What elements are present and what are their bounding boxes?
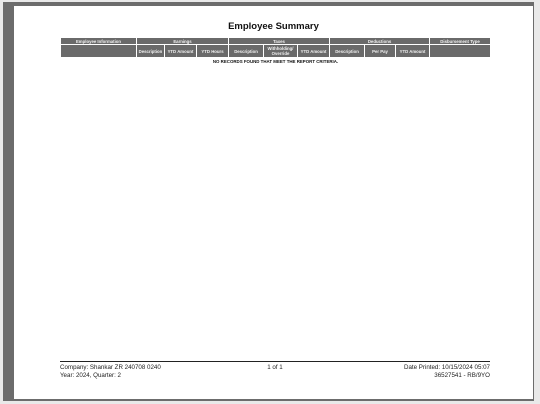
subheader-deductions-per-pay: Per Pay xyxy=(365,45,396,58)
empty-result-row xyxy=(61,58,491,66)
footer-company: Company: Shankar ZR 240708 0240 xyxy=(60,364,161,371)
document-viewer-frame xyxy=(3,2,534,401)
subheader-taxes-description: Description xyxy=(229,45,264,58)
group-header-row xyxy=(61,38,491,45)
report-title: Employee Summary xyxy=(228,21,319,32)
subheader-employee-information xyxy=(61,45,137,58)
subheader-earnings-ytd-hours: YTD Hours xyxy=(197,45,229,58)
subheader-earnings-description: Description xyxy=(137,45,165,58)
header-disbursement-type: Disbursement Type xyxy=(430,38,491,45)
subheader-disbursement-type xyxy=(430,45,491,58)
subheader-earnings-ytd-amount: YTD Amount xyxy=(165,45,197,58)
footer-divider xyxy=(60,361,490,362)
report-page xyxy=(14,6,533,399)
header-taxes: Taxes xyxy=(229,38,330,45)
sub-header-row xyxy=(61,45,491,58)
no-records-message: NO RECORDS FOUND THAT MEET THE REPORT CRITERIA. xyxy=(212,59,339,64)
footer-reference: 36527541 - RB/9YO xyxy=(434,372,490,379)
subheader-deductions-description: Description xyxy=(330,45,365,58)
subheader-taxes-withholding-override: Withholding/ Override xyxy=(264,45,298,58)
footer-page-count: 1 of 1 xyxy=(267,364,283,371)
employee-summary-table xyxy=(60,37,491,65)
footer-date-printed: Date Printed: 10/15/2024 05:07 xyxy=(403,364,490,371)
header-earnings: Earnings xyxy=(137,38,229,45)
subheader-taxes-ytd-amount: YTD Amount xyxy=(298,45,330,58)
subheader-deductions-ytd-amount: YTD Amount xyxy=(396,45,430,58)
header-deductions: Deductions xyxy=(330,38,430,45)
header-employee-information: Employee Information xyxy=(61,38,137,45)
footer-year-quarter: Year: 2024, Quarter: 2 xyxy=(60,372,121,379)
